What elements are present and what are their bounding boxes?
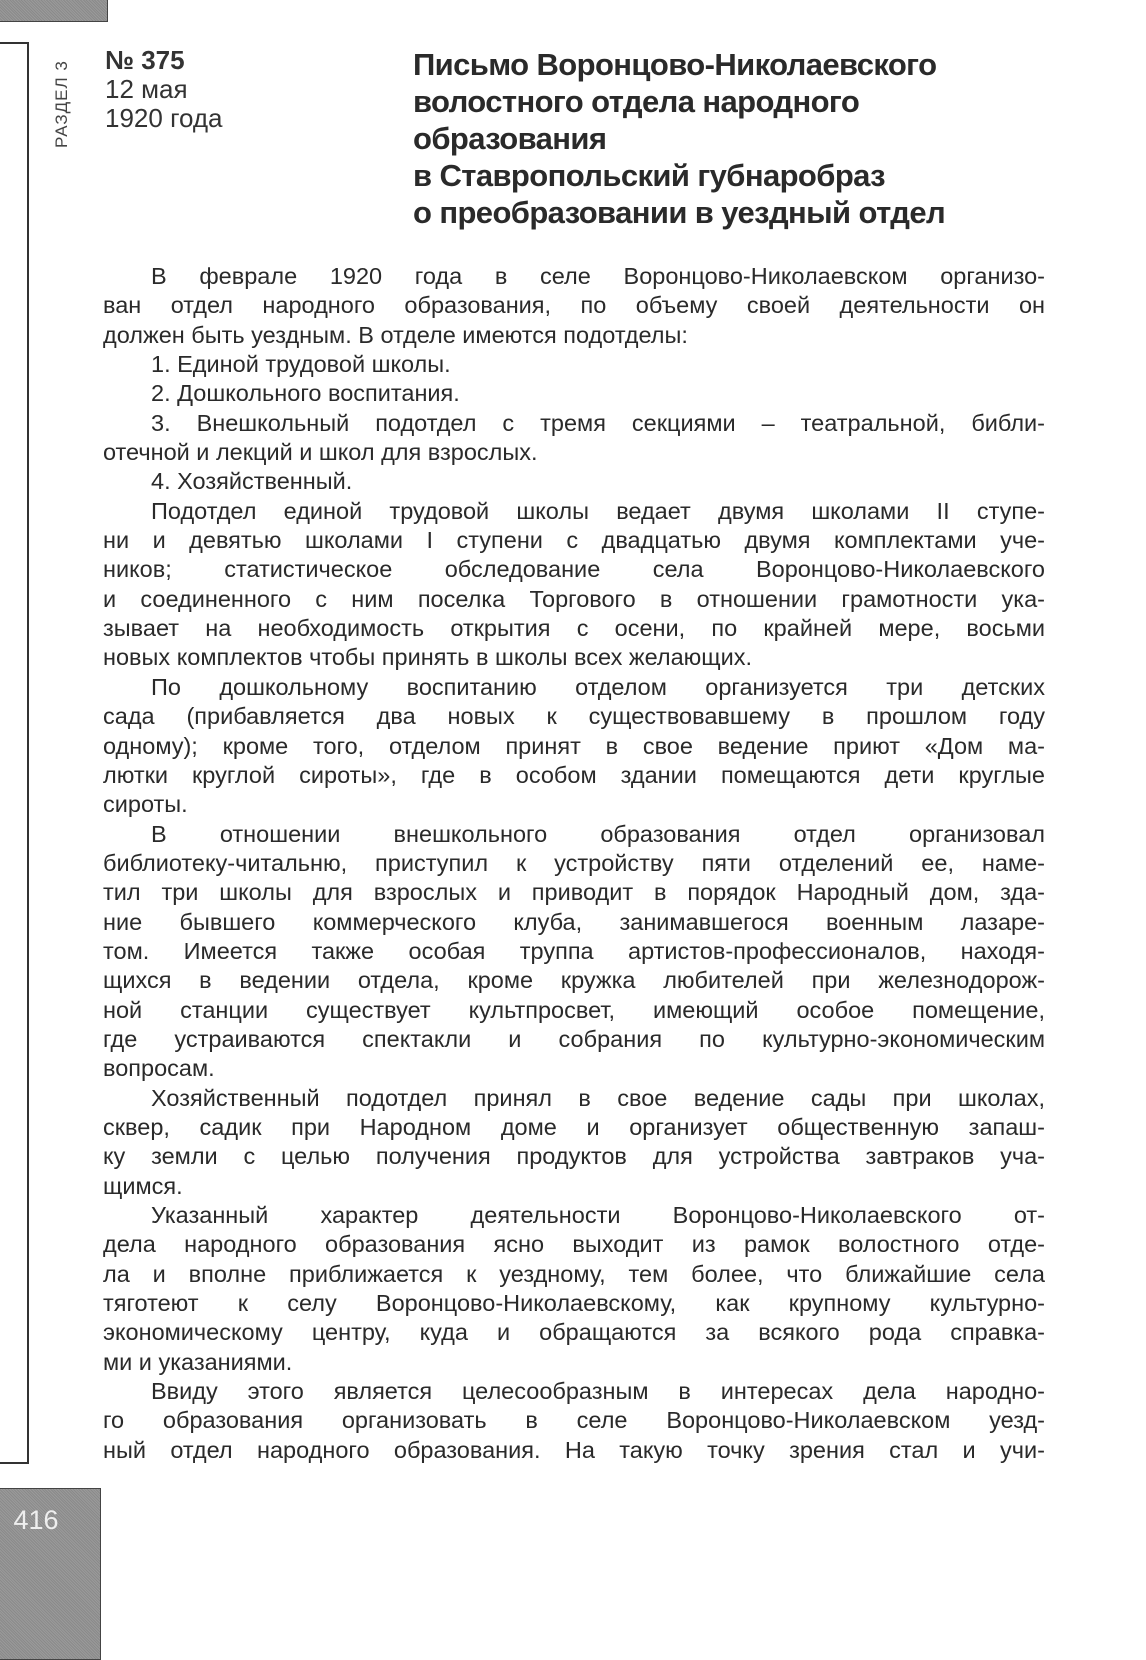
body-text-line: щимся. xyxy=(103,1172,183,1199)
document-number: № 375 xyxy=(105,45,185,75)
body-text-line: сироты. xyxy=(103,791,188,818)
body-text-line: зывает на необходимость открытия с осени, по крайней мере, восьми xyxy=(103,615,1045,642)
body-text-line: том. Имеется также особая труппа артистов-профессионалов, находя- xyxy=(103,937,1045,964)
body-text-line: Ввиду этого является целесообразным в интересах дела народно- xyxy=(151,1378,1045,1405)
document-title xyxy=(413,46,1053,231)
document-meta xyxy=(105,46,223,133)
page-number-box xyxy=(0,1488,101,1660)
body-text-line: должен быть уездным. В отделе имеются подотделы: xyxy=(103,321,688,348)
body-text-line: сквер, садик при Народном доме и организует общественную запаш- xyxy=(103,1113,1045,1140)
body-text-line: тил три школы для взрослых и приводит в порядок Народный дом, зда- xyxy=(103,879,1045,906)
page-number: 416 xyxy=(13,1505,59,1535)
title-line: образования xyxy=(413,121,607,156)
body-text-line: 4. Хозяйственный. xyxy=(151,468,353,495)
margin-frame xyxy=(0,42,29,1464)
title-line: в Ставропольский губнаробраз xyxy=(413,158,885,193)
body-text-line: ный отдел народного образования. На такую точку зрения стал и учи- xyxy=(103,1436,1045,1463)
body-text-line: сада (прибавляется два новых к существовавшему в прошлом году xyxy=(103,703,1045,730)
section-label: РАЗДЕЛ 3 xyxy=(52,60,71,148)
document-date-day: 12 мая xyxy=(105,74,188,104)
body-text-line: новых комплектов чтобы принять в школы всех желающих. xyxy=(103,644,753,671)
title-line: волостного отдела народного xyxy=(413,84,860,119)
body-text-line: ван отдел народного образования, по объему своей деятельности он xyxy=(103,292,1045,319)
body-text-line: лютки круглой сироты», где в особом здании помещаются дети круглые xyxy=(103,761,1045,788)
body-text-line: одному); кроме того, отделом принят в свое ведение приют «Дом ма- xyxy=(103,732,1045,759)
body-text-line: ников; статистическое обследование села Воронцово-Николаевского xyxy=(103,556,1045,583)
body-text-line: вопросам. xyxy=(103,1055,215,1082)
body-text-line: По дошкольному воспитанию отделом организуется три детских xyxy=(151,673,1045,700)
body-text-line: где устраиваются спектакли и собрания по культурно-экономическим xyxy=(103,1025,1045,1052)
body-text-line: ми и указаниями. xyxy=(103,1348,293,1375)
body-text-line: Подотдел единой трудовой школы ведает двумя школами II ступе- xyxy=(151,497,1045,524)
document-body xyxy=(103,262,1045,1465)
body-text-line: дела народного образования ясно выходит из рамок волостного отде- xyxy=(103,1231,1045,1258)
body-text-line: ни и девятью школами I ступени с двадцатью двумя комплектами уче- xyxy=(103,527,1045,554)
body-text-line: тяготеют к селу Воронцово-Николаевскому, как крупному культурно- xyxy=(103,1290,1045,1317)
body-text-line: библиотеку-читальню, приступил к устройству пяти отделений ее, наме- xyxy=(103,849,1045,876)
top-decorative-block xyxy=(0,0,108,22)
body-text-line: ной станции существует культпросвет, имеющий особое помещение, xyxy=(103,996,1045,1023)
body-text-line: ла и вполне приближается к уездному, тем более, что ближайшие села xyxy=(103,1260,1045,1287)
title-line: Письмо Воронцово-Николаевского xyxy=(413,47,937,82)
document-date-year: 1920 года xyxy=(105,103,223,133)
body-text-line: 1. Единой трудовой школы. xyxy=(151,351,451,378)
title-line: о преобразовании в уездный отдел xyxy=(413,195,946,230)
body-text-line: го образования организовать в селе Воронцово-Николаевском уезд- xyxy=(103,1407,1045,1434)
body-text-line: 2. Дошкольного воспитания. xyxy=(151,380,460,407)
body-text-line: Указанный характер деятельности Воронцово-Николаевского от- xyxy=(151,1202,1045,1228)
body-text-line: ние бывшего коммерческого клуба, занимавшегося военным лазаре- xyxy=(103,908,1045,935)
body-text-line: В феврале 1920 года в селе Воронцово-Николаевском организо- xyxy=(151,263,1045,289)
body-text-line: В отношении внешкольного образования отдел организовал xyxy=(151,820,1045,847)
body-text-line: Хозяйственный подотдел принял в свое ведение сады при школах, xyxy=(151,1084,1045,1111)
body-text-line: экономическому центру, куда и обращаются за всякого рода справка- xyxy=(103,1319,1045,1346)
body-text-line: и соединенного с ним поселка Торгового в отношении грамотности ука- xyxy=(103,585,1045,612)
body-text-line: 3. Внешкольный подотдел с тремя секциями – театральной, библи- xyxy=(151,409,1045,436)
body-text-line: щихся в ведении отдела, кроме кружка любителей при железнодорож- xyxy=(103,967,1045,994)
body-text-line: ку земли с целью получения продуктов для устройства завтраков уча- xyxy=(103,1143,1045,1170)
body-text-line: отечной и лекций и школ для взрослых. xyxy=(103,439,538,466)
